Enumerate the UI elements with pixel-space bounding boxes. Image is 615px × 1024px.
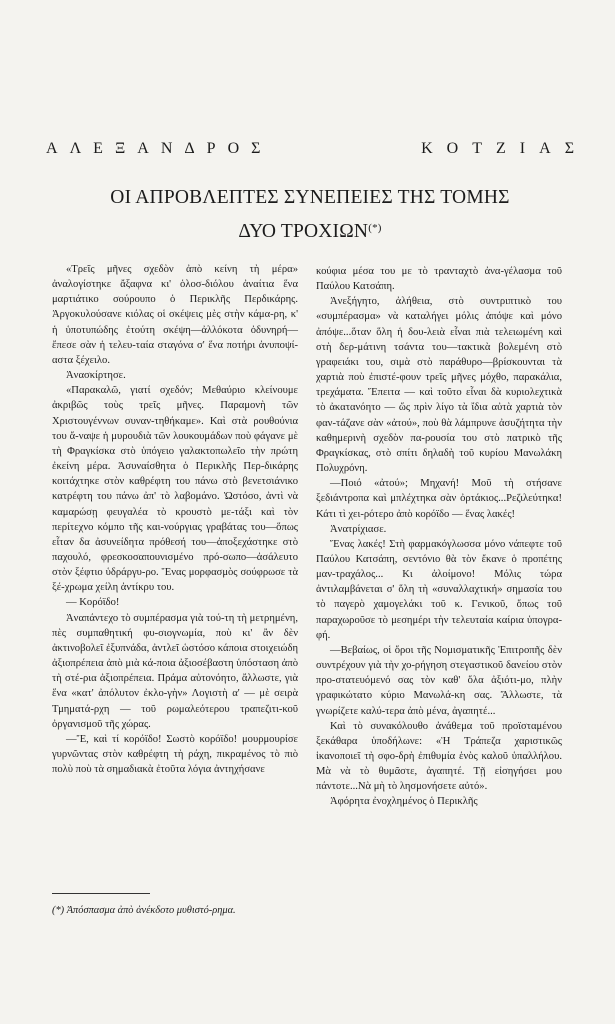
author-letter: Ρ bbox=[206, 140, 216, 157]
paragraph: Ἀνασκίρτησε. bbox=[66, 370, 126, 382]
footnote-divider bbox=[52, 893, 150, 894]
author-letter: Σ bbox=[251, 140, 261, 157]
paragraph: —Ἔ, καὶ τί κορόϊδο! Σωστὸ κορόϊδο! μουρμουρίσε γυρνῶντας στὸν καθρέφτη τὴ ράχη, πικραμένος τὸ πιὸ πολὺ ποὺ τὰ σημαδιακὰ ἐτοῦτα λόγια ἀντηχήσανε bbox=[52, 733, 298, 776]
author-letter: Τ bbox=[472, 140, 483, 157]
author-first-name bbox=[46, 140, 260, 158]
right-text-column bbox=[316, 264, 562, 810]
paragraph: Ἀφόρητα ἐνοχλημένος ὁ Περικλῆς bbox=[330, 796, 478, 808]
author-letter: Α bbox=[137, 140, 149, 157]
paragraph: Ἀναπάντεχο τὸ συμπέρασμα γιὰ τού-τη τὴ μετρημένη, πὲς συμπαθητική φυ-σιογνωμία, ποὺ κι' ἂν δὲν ἀκτινοβολεῖ ἐξυπνάδα, ἀντλεῖ ὡστόσο κάποια στοιχειώδη ἀξιοπρέπεια ἀπὸ μιὰ κά-ποια ἀξιοσέβαστη ὑπόσταση ἀπὸ τὴ στέ-ρια ἀξιοπρέπεια. Πράμα αὐτονόητο, ἄλλωστε, γιὰ ἕνα «κατ' ἀπόλυτον ἐκλο-γὴν» Λογιστὴ α' — μὲ σειρὰ Τμηματά-ρχη — τοῦ ρωμαλεότερου τραπεζιτι-κοῦ ὀργανισμοῦ τῆς χώρας. bbox=[52, 612, 298, 730]
title-line-2-text: ΔΥΟ ΤΡΟΧΙΩΝ bbox=[238, 221, 369, 242]
author-letter: Ξ bbox=[114, 140, 126, 157]
author-letter: Ν bbox=[160, 140, 173, 157]
title-footnote-marker: (*) bbox=[368, 222, 382, 234]
author-letter: Κ bbox=[421, 140, 433, 157]
paragraph: κούφια μέσα του με τὸ τρανταχτὸ ἀνα-γέλασμα τοῦ Παύλου Κατσάπη. bbox=[316, 266, 562, 293]
author-letter: Ζ bbox=[496, 140, 506, 157]
author-letter: Α bbox=[539, 140, 551, 157]
paragraph: «Τρεῖς μῆνες σχεδὸν ἀπὸ κείνη τὴ μέρα» ἀναλογίστηκε ἄξαφνα κι' ὁλοσ-διόλου ἀναίτια ἕνα μαρτιάτικο σούρουπο ὁ Περικλῆς Περδικάρης. Ἀργοκυλούσανε κιόλας οἱ σκέψεις μὲς στὴν κάμα-ρη, κ' ἡ ὑποτυπώδης ἐτούτη σκέψη—ἀλλόκοτα ὀδυνηρή—ἔπεσε σὰν ἡ τελευ-ταία σταγόνα σ' ἕνα ποτήρι ἀνυποψί-αστα ξέχειλο. bbox=[52, 264, 298, 366]
footnote: (*) Ἀπόσπασμα ἀπὸ ἀνέκδοτο μυθιστό-ρημα. bbox=[52, 905, 236, 916]
author-last-name bbox=[421, 140, 574, 158]
author-letter: Λ bbox=[69, 140, 82, 157]
author-letter: Σ bbox=[564, 140, 574, 157]
left-text-column bbox=[52, 262, 298, 777]
author-letter: Ο bbox=[446, 140, 459, 157]
paragraph: —Ποιό «ἀτού»; Μηχανή! Μοῦ τὴ στήσανε ξεδιάντροπα καὶ μπλέχτηκα σὰν ὀρτάκιος...Ρεζιλεύτηκα! Κάτι τὶ χει-ρότερο ἀπὸ κορόϊδο — ἕνας λακές! bbox=[316, 478, 562, 520]
paragraph: Ἀνατρίχιασε. bbox=[330, 523, 387, 535]
paragraph: «Παρακαλῶ, γιατί σχεδόν; Μεθαύριο κλείνουμε ἀκριβῶς τοὺς τρεῖς μῆνες. Παραμονὴ τῶν Χριστουγέννων συναν-τηθήκαμε». Καὶ στὰ ρουθούνια του ἄ-ναψε ἡ μυρουδιὰ τῶν λουκουμάδων ποὺ φάγανε μὲ τὴ Φραγκίσκα στὸ ὑπόγειο γαλακτοπωλεῖο τὴν πρώτη ἐκείνη μέρα. Ἀσυναίσθητα ὁ Περικλῆς Περ-δικάρης κοιτάχτηκε στὸν καθρέφτη του πάνω στὸ βενετσιάνικο κατρέφτη του πάνω ἀπ' τὸ λαβομάνο. Ὡστόσο, ἀντὶ νὰ καμαρώσῃ φευγαλέα τὸ κρουστὸ με-τάξι καὶ τὸν περίτεχνο κόμπο τῆς και-νούργιας γραβάτας του—ὅπως εἶταν δα ἀσυνείδητα πρόθεσή του—ἀποξεχάστηκε στὸ παχουλό, φρεσκοσαπουνισμένο πρό-σωπο—ἀσάλευτο στὸν ξέφτιο ὑδράργυ-ρο. Ἕνας μορφασμὸς σούφρωσε τὰ ξέ-χρωμα χείλη ἀντίκρυ του. bbox=[52, 385, 298, 594]
story-title bbox=[40, 183, 580, 247]
paragraph: —Βεβαίως, οἱ ὅροι τῆς Νομισματικῆς Ἐπιτροπῆς δὲν συντρέχουν γιὰ τὴν χο-ρήγηση στεγαστικοῦ δανείου στὸν προ-στατευόμενό σας τὸν καθ' ὅλα ἀξιότι-μο, πλὴν γραφικώτατο κύριο Μανωλά-κη σας. Ἄλλωστε, τὰ γνωρίζετε καλύ-τερα ἀπὸ μένα, ἀγαπητέ... bbox=[316, 644, 562, 717]
author-name bbox=[46, 140, 574, 158]
paragraph: Καὶ τὸ συνακόλουθο ἀνάθεμα τοῦ προϊσταμένου ξεκάθαρα ὑποδήλωνε: «Ἡ Τράπεζα χαριστικῶς ἱκανοποιεῖ τὴ σφο-δρὴ ἐπιθυμία ἑνὸς καλοῦ ὑπαλλήλου. Μὰ νὰ τὸ θυμᾶστε, ἀγαπητέ. Τῇ εἰσηγήσει μου πάντοτε...Νὰ μὴ τὸ λησμονήσετε αὐτό». bbox=[316, 720, 562, 793]
paragraph: — Κορόϊδο! bbox=[66, 597, 120, 609]
author-letter: Α bbox=[46, 140, 58, 157]
author-letter: Ε bbox=[93, 140, 103, 157]
paragraph: Ἀνεξήγητο, ἀλήθεια, στὸ συντριπτικὸ του «συμπέρασμα» νὰ καταλήγει μόλις ἀπόψε καὶ μόνο ἀπόψε...ὅταν ὅλη ἡ δου-λειὰ εἶναι πιὰ τελειωμένη καὶ στὴ δερ-μάτινη τσάντα του—τακτικὰ βολεμένη στὸ γραφειάκι του, σιμὰ στὸ παράθυρο—βρίσκουνται τὰ χαρτιὰ ποὺ ἐπιστέ-φουν τρεῖς μῆνες μόχθο, παρακάλια, τρεχάματα. Ἔπειτα — καὶ τοῦτο εἶναι δὰ κυριολεχτικὰ τὸ ἀκατανόητο — ὥς πρὶν λίγο τὰ ἴδια αὐτὰ χαρτιὰ τὸν φαν-τάζανε σὰν «ἀτού», ποὺ θὰ λάμπρυνε ἀσυζήτητα τὴν καθημερινὴ σχεδὸν πα-ρουσία του στὸ πατρικὸ τῆς Φραγκίσκας, στὸ σπίτι δηλαδὴ τοῦ κυρίου Μανωλάκη Πολυχρόνη. bbox=[316, 296, 562, 475]
author-letter: Ο bbox=[227, 140, 240, 157]
author-letter: Δ bbox=[184, 140, 195, 157]
title-line-2 bbox=[40, 213, 580, 247]
title-line-1: ΟΙ ΑΠΡΟΒΛΕΠΤΕΣ ΣΥΝΕΠΕΙΕΣ ΤΗΣ ΤΟΜΗΣ bbox=[110, 187, 510, 208]
author-letter: Ι bbox=[519, 140, 526, 157]
paragraph: Ἕνας λακές! Στὴ φαρμακόγλωσσα μόνο νάπεφτε τοῦ Παύλου Κατσάπη, σεντόνιο θὰ τὸν ἔκανε ὁ προπέτης μαν-τραχάλος... Κι ἀλοίμονο! Μόλις τώρα ἀντιλαμβάνεται σ' ὅλη τὴ «συναλλαχτική» σημασία του τὸ παγερὸ χαμογελάκι τοῦ κ. Γενικοῦ, ὅπως τοῦ παραχωροῦσε τὸ μεσημέρι τὴν τελευταία καίρια ὑπογρα-φή. bbox=[316, 538, 562, 641]
